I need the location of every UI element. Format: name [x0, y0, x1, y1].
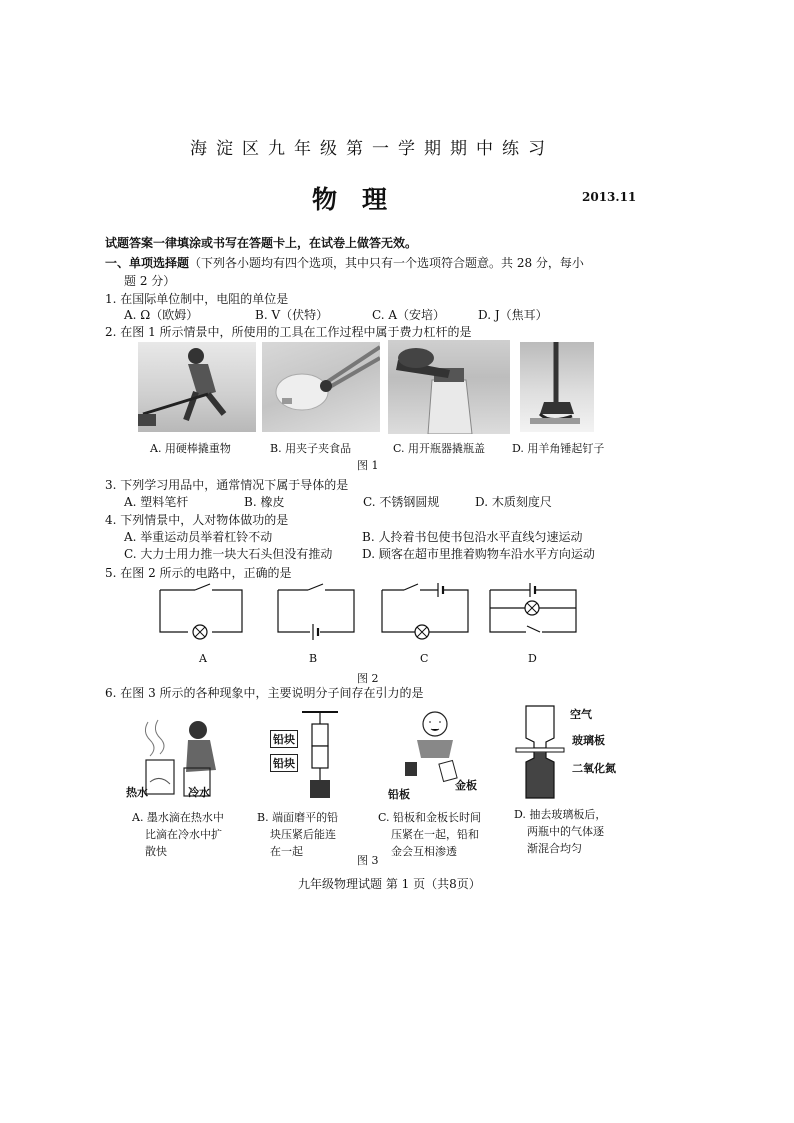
q6-caption-c: C. 铅板和金板长时间 压紧在一起，铅和 金会互相渗透 — [378, 811, 482, 858]
photo-tongs — [262, 342, 380, 432]
q6-caption-d: D. 抽去玻璃板后， 两瓶中的气体逐 渐混合均匀 — [514, 808, 607, 855]
label-lead-block-2: 铅块 — [270, 754, 298, 772]
q1-option-d: D. J（焦耳） — [478, 308, 548, 322]
q3-option-a: A. 塑料笔杆 — [124, 495, 189, 509]
figure-3-label: 图 3 — [357, 854, 379, 867]
photo-crowbar — [138, 342, 256, 432]
label-glass-plate: 玻璃板 — [572, 734, 605, 747]
label-no2: 二氧化氮 — [572, 762, 616, 775]
section1-heading-line — [105, 254, 584, 272]
subject-title: 物 理 — [312, 185, 388, 214]
q6-caption-b: B. 端面磨平的铅 块压紧后能连 在一起 — [257, 811, 339, 858]
label-gold-plate: 金板 — [455, 779, 477, 792]
q3-stem: 3. 下列学习用品中，通常情况下属于导体的是 — [105, 478, 349, 492]
q4-stem: 4. 下列情景中，人对物体做功的是 — [105, 513, 289, 527]
q6-caption-a: A. 墨水滴在热水中 比滴在冷水中扩 散快 — [132, 811, 224, 858]
q3-option-c: C. 不锈钢圆规 — [363, 495, 440, 509]
figure-2-label: 图 2 — [357, 672, 379, 685]
circuit-diagrams — [150, 580, 590, 670]
q5-stem: 5. 在图 2 所示的电路中，正确的是 — [105, 566, 292, 580]
notice: 试题答案一律填涂或书写在答题卡上，在试卷上做答无效。 — [105, 236, 418, 250]
exam-date: 2013.11 — [582, 190, 637, 204]
circuit-c — [382, 583, 468, 639]
q5-label-c: C — [420, 652, 429, 665]
label-lead-plate: 铅板 — [388, 788, 410, 801]
bottle-opener-illustration — [388, 340, 510, 434]
q6-stem: 6. 在图 3 所示的各种现象中，主要说明分子间存在引力的是 — [105, 686, 424, 700]
label-lead-block-1: 铅块 — [270, 730, 298, 748]
q2-stem: 2. 在图 1 所示情景中，所使用的工具在工作过程中属于费力杠杆的是 — [105, 325, 472, 339]
label-hot-water: 热水 — [126, 786, 148, 799]
circuit-b — [278, 584, 354, 640]
figure-1-label: 图 1 — [357, 459, 379, 472]
q1-stem: 1. 在国际单位制中，电阻的单位是 — [105, 292, 289, 306]
label-cold-water: 冷水 — [188, 786, 210, 799]
lead-blocks-illustration — [290, 708, 350, 803]
q2-caption-a: A. 用硬棒撬重物 — [150, 442, 231, 455]
q1-option-b: B. V（伏特） — [255, 308, 329, 322]
q4-option-a: A. 举重运动员举着杠铃不动 — [124, 530, 273, 544]
circuit-d — [490, 583, 576, 632]
section1-desc-cont: 题 2 分） — [124, 274, 176, 288]
q1-option-a: A. Ω（欧姆） — [124, 308, 199, 322]
exam-title: 海淀区九年级第一学期期中练习 — [190, 139, 554, 159]
q2-caption-c: C. 用开瓶器撬瓶盖 — [393, 442, 486, 455]
hammer-illustration — [520, 342, 594, 432]
q2-caption-d: D. 用羊角锤起钉子 — [512, 442, 605, 455]
q4-option-b: B. 人拎着书包使书包沿水平直线匀速运动 — [362, 530, 583, 544]
page-footer: 九年级物理试题 第 1 页（共8页） — [298, 877, 481, 891]
q5-label-a: A — [199, 652, 207, 665]
section1-heading: 一、单项选择题 — [105, 256, 190, 270]
q4-option-d: D. 顾客在超市里推着购物车沿水平方向运动 — [362, 547, 595, 561]
q5-label-d: D — [528, 652, 537, 665]
photo-claw-hammer — [520, 342, 594, 432]
q3-option-d: D. 木质刻度尺 — [475, 495, 552, 509]
section1-desc: （下列各小题均有四个选项，其中只有一个选项符合题意。共 28 分，每小 — [189, 256, 584, 270]
q1-option-c: C. A（安培） — [372, 308, 446, 322]
gas-bottles-illustration — [510, 700, 570, 802]
q4-option-c: C. 大力士用力推一块大石头但没有推动 — [124, 547, 333, 561]
crowbar-illustration — [138, 342, 256, 432]
circuit-a — [160, 584, 242, 639]
photo-bottle-opener — [388, 340, 510, 434]
q2-caption-b: B. 用夹子夹食品 — [270, 442, 352, 455]
label-air: 空气 — [570, 708, 592, 721]
q3-option-b: B. 橡皮 — [244, 495, 285, 509]
q5-label-b: B — [309, 652, 318, 665]
lead-gold-illustration — [395, 706, 475, 786]
tongs-illustration — [262, 342, 380, 432]
